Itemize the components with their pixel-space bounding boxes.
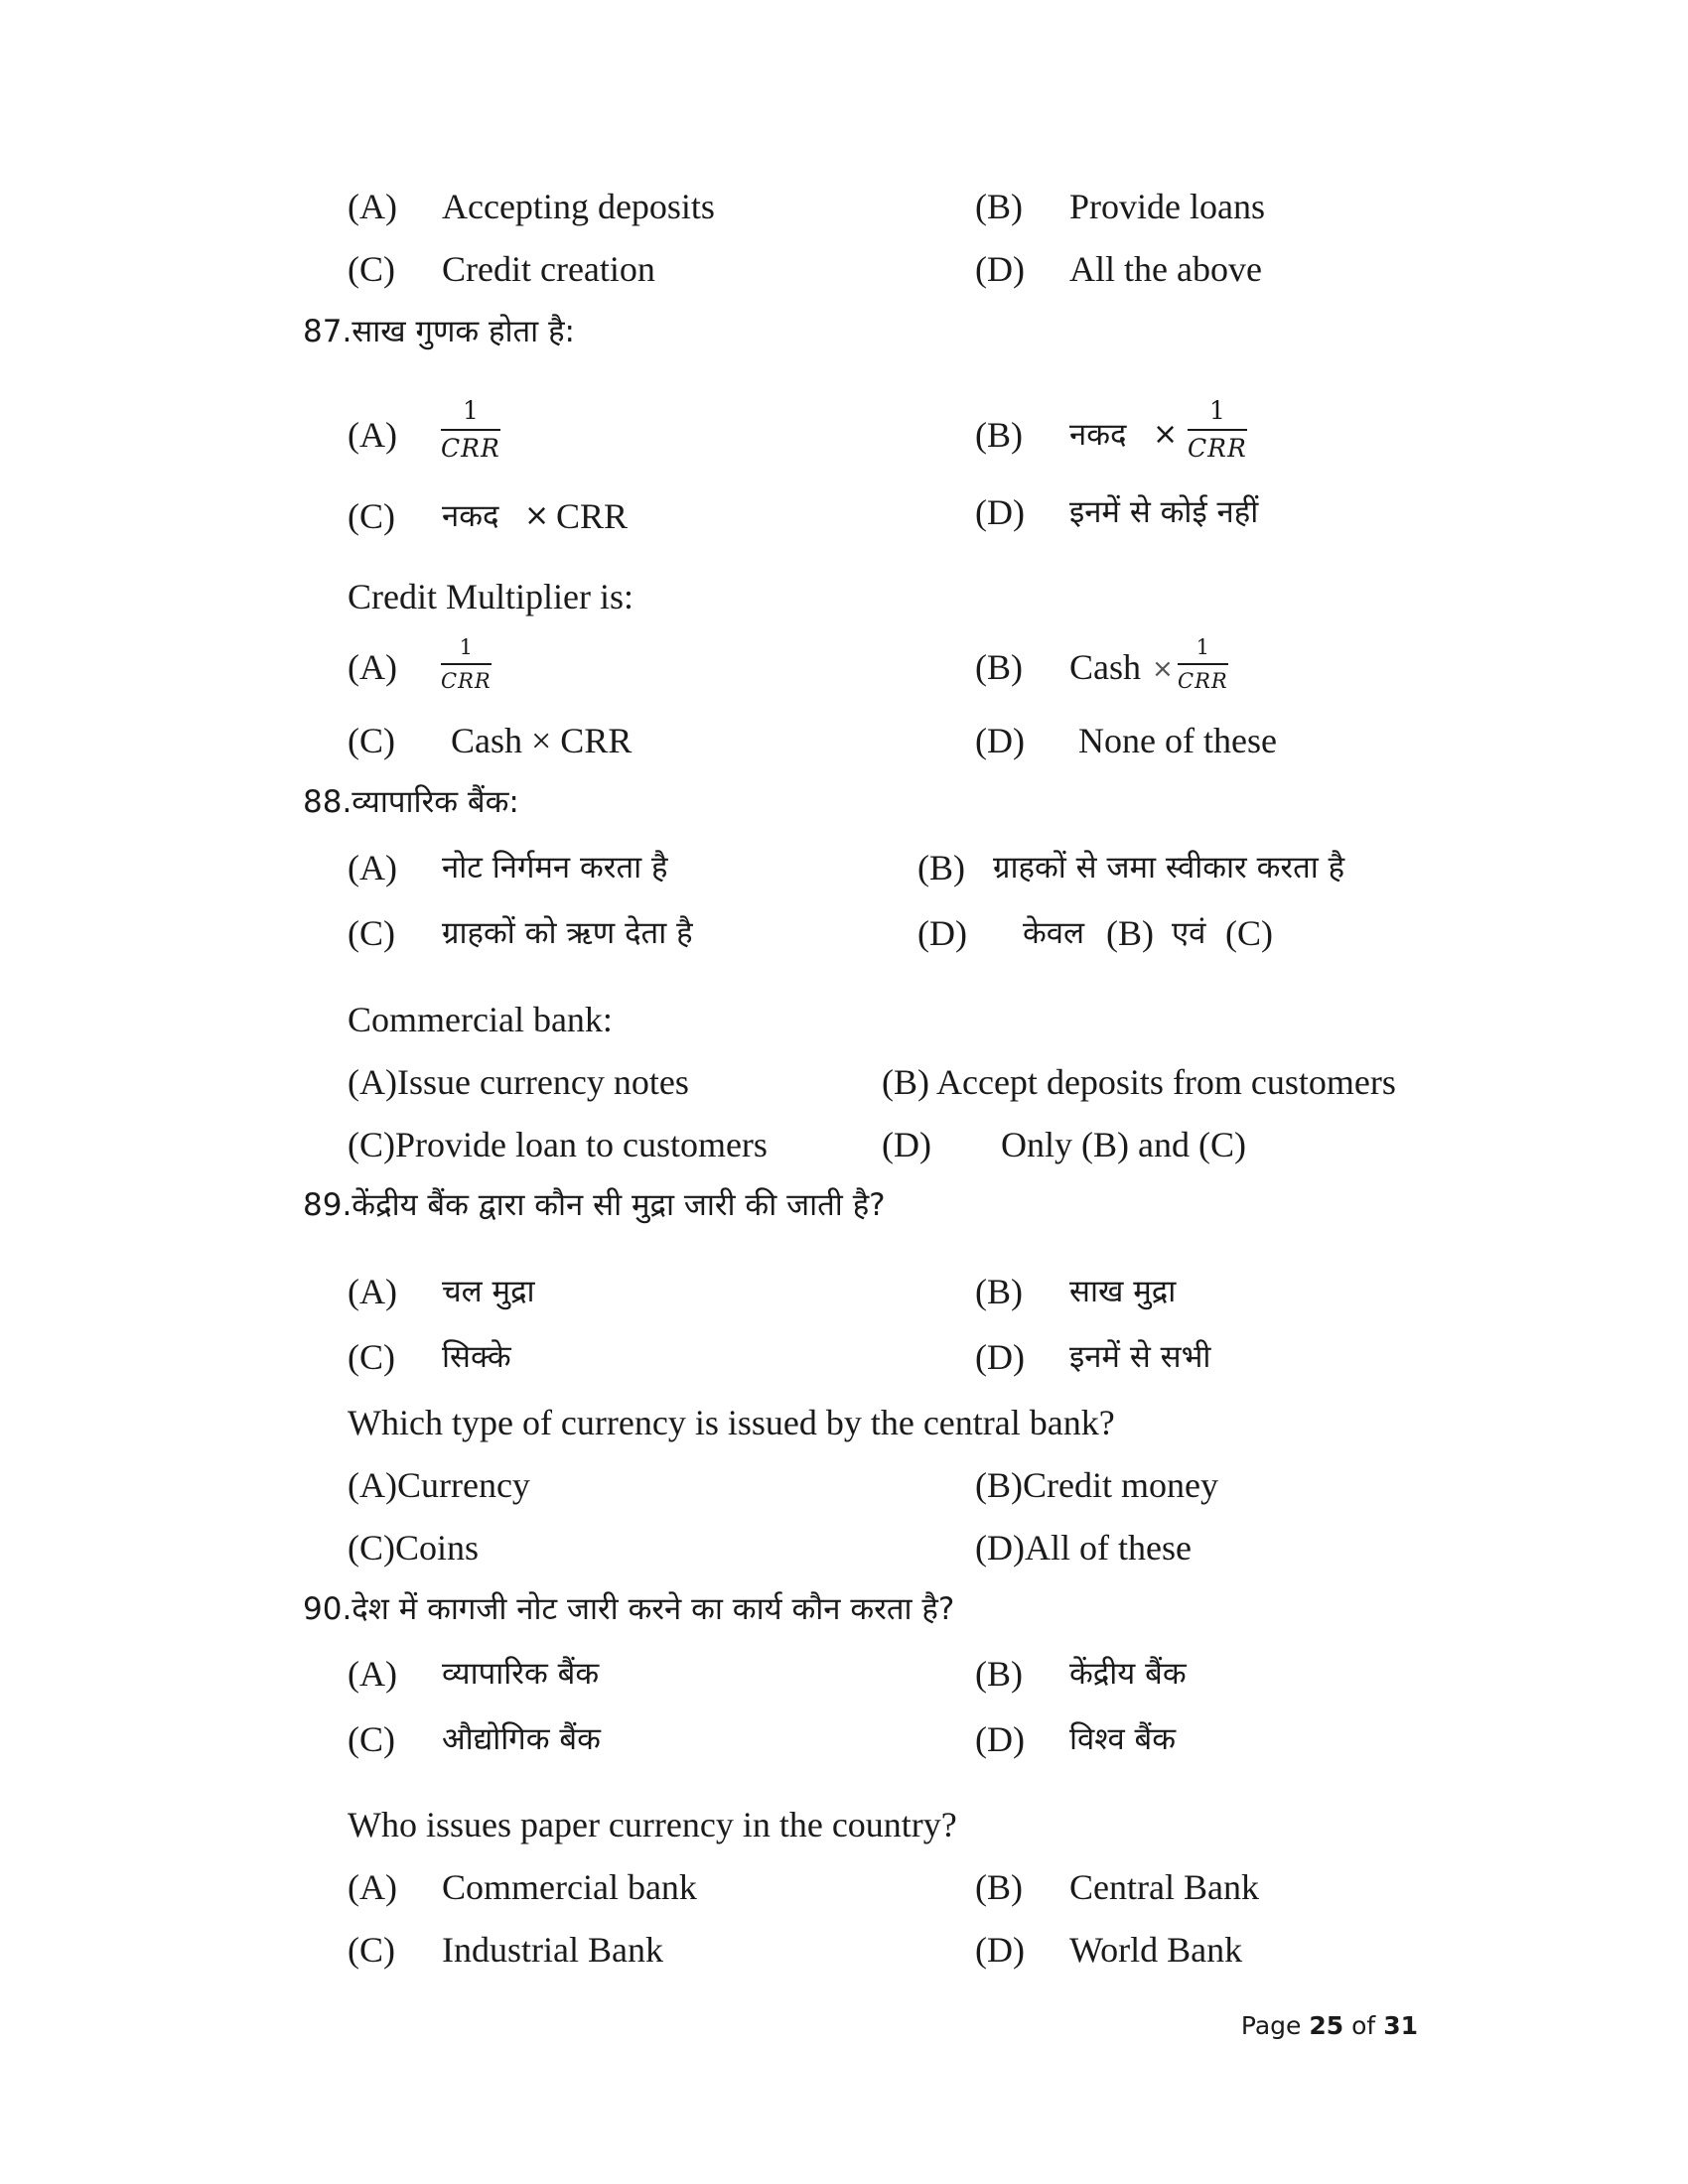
q87-en-b-prefix: Cash [1069, 647, 1141, 687]
question-88-hindi: 88.व्यापारिक बैंक: [303, 784, 519, 820]
q88-en-label-d: (D) [882, 1125, 931, 1164]
q89-hi-d-text: इनमें से सभी [1069, 1339, 1211, 1375]
q90-en-b-text: Central Bank [1069, 1867, 1259, 1907]
q89-hi-a-text: चल मुद्रा [442, 1274, 535, 1309]
q90-hi-a-text: व्यापारिक बैंक [442, 1656, 600, 1692]
q87-hi-fraction-b [1188, 397, 1247, 463]
q88-en-c-text: (C)Provide loan to customers [348, 1125, 768, 1164]
question-90-hindi: 90.देश में कागजी नोट जारी करने का कार्य कौन करता है? [303, 1591, 955, 1627]
q88-hi-c-text: ग्राहकों को ऋण देता है [442, 915, 693, 951]
option-text-a: Accepting deposits [442, 187, 715, 226]
q87-hi-c-text-english: CRR [556, 496, 629, 536]
q87-en-d-text: None of these [1078, 721, 1277, 760]
footer-page-number: 25 [1309, 2011, 1344, 2040]
option-text-d: All the above [1069, 249, 1262, 289]
q87-en-c-text: Cash × CRR [451, 721, 633, 760]
question-87-hindi: 87.साख गुणक होता है: [303, 314, 575, 349]
page-number-footer [1241, 2009, 1418, 2043]
q88-hi-a-text: नोट निर्गमन करता है [442, 850, 668, 886]
q89-hi-c-text: सिक्के [442, 1339, 511, 1375]
multiply-sign: × [524, 498, 550, 533]
q90-hi-c-text: औद्योगिक बैंक [442, 1721, 601, 1757]
q89-hi-label-b: (B) [975, 1272, 1023, 1311]
multiply-sign: × [1152, 654, 1174, 684]
q89-en-c-text: (C)Coins [348, 1528, 480, 1568]
fraction-bar [1178, 663, 1228, 665]
multiply-sign: × [1153, 417, 1179, 452]
q89-hi-label-d: (D) [975, 1337, 1025, 1377]
q87-hi-label-d: (D) [975, 492, 1025, 532]
q90-en-label-d: (D) [975, 1930, 1025, 1970]
fraction-numerator: 1 [459, 635, 474, 659]
q87-hi-label-b: (B) [975, 415, 1023, 455]
q89-en-b-text: (B)Credit money [975, 1465, 1218, 1505]
q87-hi-c-text-hindi: नकद [442, 498, 499, 534]
q90-hi-b-text: केंद्रीय बैंक [1069, 1656, 1187, 1692]
q90-hi-label-d: (D) [975, 1719, 1025, 1759]
fraction-bar [1188, 429, 1247, 431]
q87-en-label-a: (A) [348, 647, 397, 687]
q88-hi-b-text: ग्राहकों से जमा स्वीकार करता है [993, 850, 1345, 886]
q87-hi-label-a: (A) [348, 415, 397, 455]
q90-hi-label-c: (C) [348, 1719, 395, 1759]
footer-of-word: of [1351, 2011, 1376, 2040]
option-label-b: (B) [975, 187, 1023, 226]
q89-hi-b-text: साख मुद्रा [1069, 1274, 1177, 1309]
option-text-b: Provide loans [1069, 187, 1265, 226]
q87-hi-d-text: इनमें से कोई नहीं [1069, 494, 1259, 530]
q87-hi-label-c: (C) [348, 496, 395, 536]
q88-en-b-text: (B) Accept deposits from customers [882, 1062, 1396, 1102]
option-label-c: (C) [348, 249, 395, 289]
q89-en-d-text: (D)All of these [975, 1528, 1192, 1568]
q90-en-d-text: World Bank [1069, 1930, 1243, 1970]
q90-en-a-text: Commercial bank [442, 1867, 697, 1907]
fraction-denominator: CRR [1178, 669, 1228, 693]
q90-hi-d-text: विश्व बैंक [1069, 1721, 1177, 1757]
q88-hi-label-d: (D) [917, 913, 967, 953]
q87-en-label-d: (D) [975, 721, 1025, 760]
q88-hi-d-ref-b: (B) [1106, 913, 1154, 953]
q89-hi-label-a: (A) [348, 1272, 397, 1311]
fraction-denominator: CRR [441, 669, 492, 693]
q88-en-d-text: Only (B) and (C) [1001, 1125, 1246, 1164]
footer-page-word: Page [1240, 2011, 1302, 2040]
q90-en-c-text: Industrial Bank [442, 1930, 663, 1970]
q88-en-a-text: (A)Issue currency notes [348, 1062, 689, 1102]
q90-en-label-a: (A) [348, 1867, 397, 1907]
question-87-english: Credit Multiplier is: [348, 577, 633, 616]
question-89-english: Which type of currency is issued by the central bank? [348, 1403, 1115, 1442]
q88-hi-label-b: (B) [917, 848, 965, 887]
fraction-numerator: 1 [1196, 635, 1210, 659]
q90-hi-label-b: (B) [975, 1654, 1023, 1694]
fraction-bar [441, 663, 492, 665]
question-89-hindi: 89.केंद्रीय बैंक द्वारा कौन सी मुद्रा जारी की जाती है? [303, 1187, 886, 1223]
q87-en-fraction-a [441, 635, 492, 693]
fraction-denominator: CRR [1188, 434, 1247, 463]
q87-en-label-c: (C) [348, 721, 395, 760]
q88-hi-label-a: (A) [348, 848, 397, 887]
q90-en-label-c: (C) [348, 1930, 395, 1970]
fraction-bar [441, 429, 500, 431]
fraction-denominator: CRR [441, 434, 500, 463]
q87-en-fraction-b [1178, 635, 1228, 693]
fraction-numerator: 1 [462, 396, 479, 425]
option-label-a: (A) [348, 187, 397, 226]
fraction-numerator: 1 [1208, 396, 1225, 425]
q87-hi-b-prefix: नकद [1069, 417, 1127, 453]
q89-en-a-text: (A)Currency [348, 1465, 530, 1505]
q89-hi-label-c: (C) [348, 1337, 395, 1377]
q88-hi-d-ref-c: (C) [1225, 913, 1273, 953]
q87-hi-fraction-a [441, 397, 500, 463]
option-text-c: Credit creation [442, 249, 655, 289]
q88-hi-d-word-only: केवल [1023, 915, 1085, 951]
question-88-english: Commercial bank: [348, 1000, 613, 1039]
question-90-english: Who issues paper currency in the country? [348, 1805, 957, 1844]
q90-en-label-b: (B) [975, 1867, 1023, 1907]
q88-hi-label-c: (C) [348, 913, 395, 953]
option-label-d: (D) [975, 249, 1025, 289]
q90-hi-label-a: (A) [348, 1654, 397, 1694]
footer-total-pages: 31 [1383, 2011, 1418, 2040]
q87-en-label-b: (B) [975, 647, 1023, 687]
q88-hi-d-word-and: एवं [1172, 915, 1206, 951]
